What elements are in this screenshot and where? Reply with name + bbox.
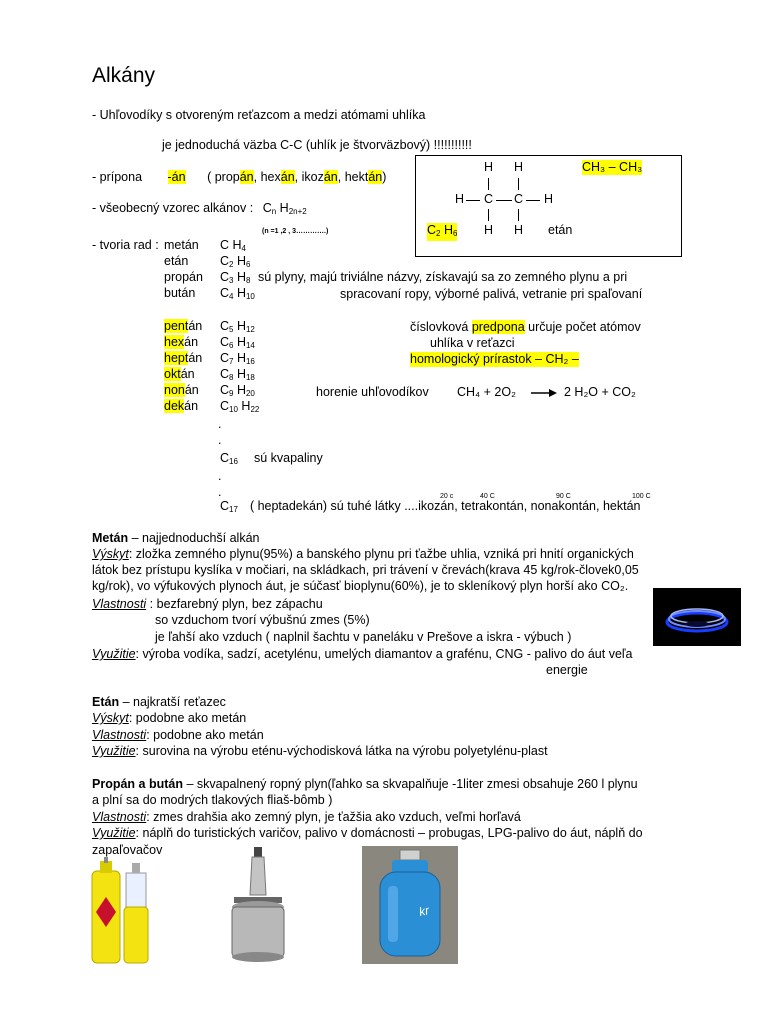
formula-carbon-count: 4 xyxy=(229,292,234,301)
propane-properties xyxy=(92,810,521,825)
c16-sub: 16 xyxy=(229,457,238,466)
suffix-example-close: ) xyxy=(382,170,387,184)
alkane-prefix: dek xyxy=(164,399,185,413)
alkane-name xyxy=(164,335,220,350)
alkane-formula xyxy=(220,335,255,349)
formula-hydrogen: H xyxy=(229,238,242,252)
formula-hydrogen-count: 18 xyxy=(245,373,255,382)
c17-sub: 17 xyxy=(229,505,238,514)
bond-horizontal xyxy=(526,200,540,201)
formula-hydrogen: H xyxy=(233,270,246,284)
formula-hydrogen-count: 22 xyxy=(250,405,260,414)
propane-line-last: zapaľovačov xyxy=(92,843,163,857)
formula-hydrogen: H xyxy=(237,399,251,413)
formula-hydrogen-count: 6 xyxy=(245,260,251,269)
formula-carbon: C xyxy=(220,286,230,300)
suffix-example-3: , ikoz xyxy=(294,170,324,184)
methane-uses-2: energie xyxy=(546,663,588,677)
ellipsis-dot: . xyxy=(218,433,222,447)
formula-label: - všeobecný vzorec alkánov : xyxy=(92,201,254,215)
alkane-name xyxy=(164,286,220,301)
methane-occurrence-text: : zložka zemného plynu(95%) a banského plynu pri ťažbe uhlia, vzniká pri hnití organických xyxy=(128,547,634,561)
alkane-name-text: metán xyxy=(164,238,199,252)
bond-vertical xyxy=(488,178,489,190)
formula-carbon-count: 7 xyxy=(229,357,234,366)
formula-hydrogen: H xyxy=(233,286,246,300)
c17-line xyxy=(220,499,640,517)
alkane-name-text: án xyxy=(188,351,203,365)
formula-hydrogen: H xyxy=(233,383,246,397)
reaction-arrow-icon xyxy=(531,388,557,398)
occurrence-label: Výskyt xyxy=(92,711,129,725)
c2h6-h: H xyxy=(443,223,453,237)
svg-text:kr: kr xyxy=(417,903,431,919)
alkane-name-text: án xyxy=(188,319,203,333)
suffix-example-an: án xyxy=(323,170,338,184)
gas-cylinder-icon xyxy=(362,846,458,964)
c16-c: C xyxy=(220,451,230,465)
formula-hydrogen-count: 14 xyxy=(245,341,255,350)
ethane-name: etán xyxy=(548,223,573,237)
alkane-name xyxy=(164,270,220,285)
alkane-name-text: án xyxy=(184,399,199,413)
suffix-example-an: án xyxy=(239,170,254,184)
alkane-name-text: propán xyxy=(164,270,203,284)
formula-carbon: C xyxy=(220,383,230,397)
suffix-example-1: ( prop xyxy=(207,170,240,184)
c2h6-c: C xyxy=(427,223,437,237)
temp-label: 100 C xyxy=(632,493,651,500)
gas-cylinder-image xyxy=(362,846,458,964)
alkane-formula xyxy=(220,254,250,268)
formula-carbon-count: 6 xyxy=(229,341,234,350)
methane-occurrence xyxy=(92,547,634,562)
alkane-name xyxy=(164,238,220,253)
alkane-name xyxy=(164,319,220,334)
ethane-occurrence-text: : podobne ako metán xyxy=(128,711,247,725)
series-label: - tvoria rad : xyxy=(92,238,159,252)
suffix-example-an: án xyxy=(280,170,295,184)
methane-heading xyxy=(92,531,259,546)
prefix-note-highlight: predpona xyxy=(471,320,525,334)
alkane-prefix: non xyxy=(164,383,185,397)
formula-carbon-count: 5 xyxy=(229,325,234,334)
c16-line xyxy=(220,451,323,469)
ethane-condensed-formula: CH₃ – CH₃ xyxy=(582,160,643,174)
alkane-formula xyxy=(220,367,255,381)
alkane-formula xyxy=(220,383,255,397)
alkane-name xyxy=(164,351,220,366)
atom-h-bottom-1: H xyxy=(484,223,494,237)
formula-note: (n =1 ,2 , 3………….) xyxy=(262,228,329,235)
suffix-label: - prípona xyxy=(92,170,143,184)
formula-hydrogen-count: 12 xyxy=(245,325,255,334)
formula-carbon-count: 10 xyxy=(229,405,238,414)
formula-carbon-count: 9 xyxy=(229,389,234,398)
alkane-name xyxy=(164,367,220,382)
homolog-increment: homologický prírastok – CH₂ – xyxy=(410,352,579,366)
alkane-formula xyxy=(220,319,255,333)
temp-label: 90 C xyxy=(556,493,571,500)
formula-hydrogen-count: 16 xyxy=(245,357,255,366)
suffix-example-2: , hex xyxy=(253,170,281,184)
methane-properties xyxy=(92,597,323,612)
alkane-name-text: án xyxy=(184,383,199,397)
methane-properties-text: : bezfarebný plyn, bez zápachu xyxy=(146,597,323,611)
ellipsis-dot: . xyxy=(218,469,222,483)
suffix-example-an: án xyxy=(368,170,383,184)
ethane-occurrence xyxy=(92,711,246,726)
gas-note-1: sú plyny, majú triviálne názvy, získavajú sa zo zemného plynu a pri xyxy=(258,270,628,284)
alkane-name-text: etán xyxy=(164,254,189,268)
methane-heading-rest: – najjednoduchší alkán xyxy=(128,531,260,545)
alkane-prefix: hex xyxy=(164,335,185,349)
alkane-prefix: okt xyxy=(164,367,181,381)
page-title: Alkány xyxy=(92,64,156,87)
methane-line-2: látok bez prístupu kyslíka v močiari, na skládkach, pri trávení v črevách(krava 45 kg/rok-človek0,05 xyxy=(92,563,639,577)
alkane-formula xyxy=(220,351,255,365)
lighter-gas-can-icon xyxy=(86,857,154,965)
uses-label: Využitie xyxy=(92,647,136,661)
formula-hydrogen-count: 20 xyxy=(245,389,255,398)
formula-hydrogen-count: 4 xyxy=(241,244,246,253)
formula-h: H xyxy=(279,201,289,215)
properties-label: Vlastnosti xyxy=(92,597,147,611)
camping-stove-icon xyxy=(228,845,288,965)
alkane-formula xyxy=(220,286,255,300)
formula-hydrogen: H xyxy=(233,351,246,365)
alkane-name-text: án xyxy=(180,367,195,381)
c17-text: ( heptadekán) sú tuhé látky ....ikozán, tetrakontán, nonakontán, hektán xyxy=(249,499,641,513)
uses-label: Využitie xyxy=(92,826,136,840)
formula-carbon: C xyxy=(220,367,230,381)
formula-carbon: C xyxy=(220,335,230,349)
general-formula xyxy=(92,201,307,219)
formula-hydrogen: H xyxy=(233,335,246,349)
alkane-formula xyxy=(220,399,259,413)
alkane-row xyxy=(164,286,255,304)
formula-hydrogen: H xyxy=(233,254,246,268)
temp-label: 40 C xyxy=(480,493,495,500)
prefix-note xyxy=(410,320,641,335)
ethane-properties xyxy=(92,728,264,743)
gas-note-2: spracovaní ropy, výborné palivá, vetranie pri spaľovaní xyxy=(340,287,643,301)
atom-h-top-2: H xyxy=(514,160,524,174)
formula-hydrogen: H xyxy=(233,367,246,381)
atom-c-1: C xyxy=(484,192,494,206)
alkane-formula xyxy=(220,238,246,252)
temp-label: 20 c xyxy=(440,493,454,500)
propane-uses xyxy=(92,826,643,841)
formula-carbon: C xyxy=(220,254,230,268)
atom-c-2: C xyxy=(514,192,524,206)
ethane-heading-rest: – najkratší reťazec xyxy=(119,695,226,709)
alkane-name xyxy=(164,399,220,414)
bond-horizontal xyxy=(496,200,512,201)
c2h6-sub-6: 6 xyxy=(453,229,458,238)
formula-hydrogen-count: 10 xyxy=(245,292,255,301)
suffix-line xyxy=(92,170,386,185)
propane-line-2: a plní sa do modrých tlakových fliaš-bômb ) xyxy=(92,793,333,807)
occurrence-label: Výskyt xyxy=(92,547,129,561)
atom-h-right: H xyxy=(544,192,554,206)
formula-carbon: C xyxy=(220,351,230,365)
propane-properties-text: : zmes drahšia ako zemný plyn, je ťažšia ako vzduch, veľmi horľavá xyxy=(146,810,521,824)
suffix-example-4: , hekt xyxy=(337,170,369,184)
burning-label: horenie uhľovodíkov xyxy=(316,385,429,399)
alkane-name xyxy=(164,383,220,398)
c16-text: sú kvapaliny xyxy=(253,451,323,465)
atom-h-top-1: H xyxy=(484,160,494,174)
formula-hydrogen: H xyxy=(233,319,246,333)
bond-horizontal xyxy=(466,200,480,201)
alkane-prefix: pent xyxy=(164,319,189,333)
intro-line-2: je jednoduchá väzba C-C (uhlík je štvorväzbový) !!!!!!!!!!! xyxy=(162,138,472,152)
reaction-reactants: CH₄ + 2O₂ xyxy=(457,385,516,399)
ellipsis-dot: . xyxy=(218,485,222,499)
properties-label: Vlastnosti xyxy=(92,810,147,824)
formula-n: n xyxy=(271,207,277,216)
formula-carbon-count: 3 xyxy=(229,276,234,285)
methane-prop-3: je ľahší ako vzduch ( naplnil šachtu v paneláku v Prešove a iskra - výbuch ) xyxy=(155,630,572,644)
c2h6-sub-2: 2 xyxy=(436,229,441,238)
alkane-formula xyxy=(220,270,250,284)
formula-carbon: C xyxy=(220,399,230,413)
alkane-name-text: án xyxy=(184,335,199,349)
gas-flame-image xyxy=(653,588,741,646)
prefix-note-2: uhlíka v reťazci xyxy=(430,336,515,350)
ethane-uses xyxy=(92,744,548,759)
ethane-heading-name: Etán xyxy=(92,695,120,709)
properties-label: Vlastnosti xyxy=(92,728,147,742)
atom-h-left: H xyxy=(455,192,465,206)
gas-flame-icon xyxy=(653,588,741,646)
propane-heading xyxy=(92,777,638,792)
formula-carbon: C xyxy=(220,319,230,333)
alkane-prefix: hept xyxy=(164,351,189,365)
formula-carbon-count: 8 xyxy=(229,373,234,382)
alkane-row xyxy=(164,399,259,417)
formula-index: 2n+2 xyxy=(288,207,307,216)
suffix-highlight: -án xyxy=(167,170,186,184)
bond-vertical xyxy=(518,209,519,221)
formula-carbon-count: 2 xyxy=(229,260,234,269)
alkane-name-text: bután xyxy=(164,286,196,300)
propane-heading-rest: – skvapalnený ropný plyn(ľahko sa skvapalňuje -1liter zmesi obsahuje 260 l plynu xyxy=(182,777,638,791)
formula-carbon: C xyxy=(220,238,230,252)
methane-uses-text: : výroba vodíka, sadzí, acetylénu, umelých diamantov a grafénu, CNG - palivo do áut veľa xyxy=(135,647,633,661)
ethane-heading xyxy=(92,695,226,710)
methane-line-3: kg/rok), vo výfukových plynoch áut, je súčasť bioplynu(60%), je to skleníkový plyn horší ako CO₂. xyxy=(92,579,629,593)
ethane-properties-text: : podobne ako metán xyxy=(146,728,264,742)
formula-carbon: C xyxy=(220,270,230,284)
ethane-uses-text: : surovina na výrobu eténu-východisková látka na výrobu polyetylénu-plast xyxy=(135,744,548,758)
alkane-name xyxy=(164,254,220,269)
ethane-molecular-formula xyxy=(427,223,457,241)
atom-h-bottom-2: H xyxy=(514,223,524,237)
formula-c: C xyxy=(262,201,272,215)
bond-vertical xyxy=(488,209,489,221)
c17-c: C xyxy=(220,499,230,513)
uses-label: Využitie xyxy=(92,744,136,758)
methane-heading-name: Metán xyxy=(92,531,129,545)
propane-uses-text: : náplň do turistických varičov, palivo v domácnosti – probugas, LPG-palivo do áut, náplň do xyxy=(135,826,643,840)
prefix-note-b: určuje počet atómov xyxy=(524,320,641,334)
bond-vertical xyxy=(518,178,519,190)
intro-line-1: - Uhľovodíky s otvoreným reťazcom a medzi atómami uhlíka xyxy=(92,108,426,122)
formula-hydrogen-count: 8 xyxy=(245,276,251,285)
prefix-note-a: číslovková xyxy=(410,320,472,334)
reaction-products: 2 H₂O + CO₂ xyxy=(564,385,636,399)
methane-prop-2: so vzduchom tvorí výbušnú zmes (5%) xyxy=(155,613,370,627)
methane-uses xyxy=(92,647,633,662)
propane-heading-name: Propán a bután xyxy=(92,777,183,791)
ellipsis-dot: . xyxy=(218,417,222,431)
